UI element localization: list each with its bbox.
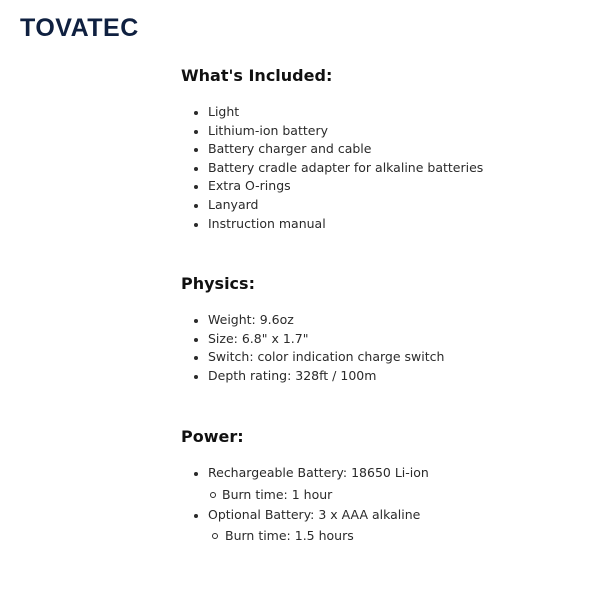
list-item <box>181 506 581 546</box>
sub-list-item: Burn time: 1.5 hours <box>181 526 581 545</box>
list-item: Switch: color indication charge switch <box>181 348 581 367</box>
list-item: Battery charger and cable <box>181 140 581 159</box>
list-item: Extra O-rings <box>181 177 581 196</box>
list-item <box>181 464 581 504</box>
list-item: Lanyard <box>181 196 581 215</box>
sub-list <box>208 485 581 504</box>
sub-list <box>208 526 581 545</box>
list-item: Light <box>181 103 581 122</box>
list-item-label: Optional Battery: 3 x AAA alkaline <box>208 506 421 522</box>
sub-list-item: Burn time: 1 hour <box>181 485 581 504</box>
physics-section <box>181 274 581 385</box>
power-list <box>181 464 581 545</box>
list-item: Instruction manual <box>181 215 581 234</box>
list-item-label: Rechargeable Battery: 18650 Li-ion <box>208 465 429 480</box>
physics-heading: Physics: <box>181 274 255 293</box>
list-item: Battery cradle adapter for alkaline batteries <box>181 159 581 178</box>
list-item: Weight: 9.6oz <box>181 311 581 330</box>
power-heading: Power: <box>181 427 244 446</box>
physics-list <box>181 311 581 385</box>
list-item: Lithium-ion battery <box>181 122 581 141</box>
whats-included-list <box>181 103 581 233</box>
whats-included-section <box>181 66 581 233</box>
power-section <box>181 427 581 547</box>
brand-logo: TOVATEC <box>20 14 139 42</box>
list-item: Depth rating: 328ft / 100m <box>181 367 581 386</box>
whats-included-heading: What's Included: <box>181 66 333 85</box>
list-item: Size: 6.8" x 1.7" <box>181 330 581 349</box>
